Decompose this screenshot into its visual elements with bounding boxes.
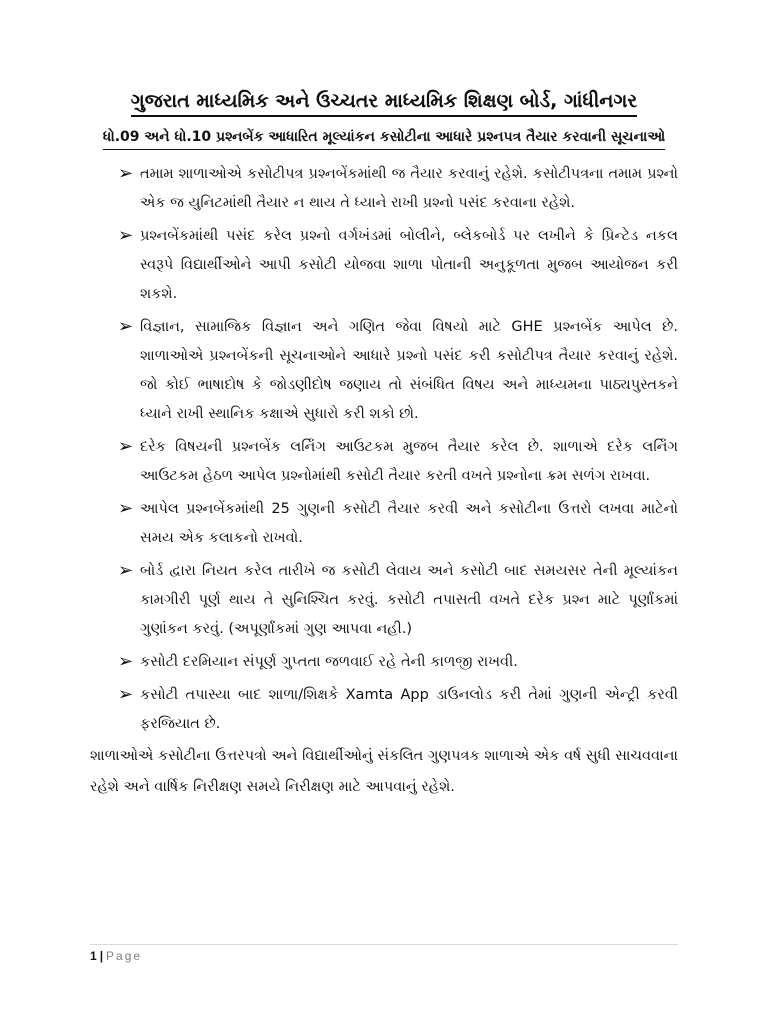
instruction-text: પ્રશ્નબેંકમાંથી પસંદ કરેલ પ્રશ્નો વર્ગખંડમાં બોલીને, બ્લેકબોર્ડ પર લખીને કે પ્રિન્ટેડ નકલ સ્વરૂપે વિદ્યાર્થીઓને આપી કસોટી યોજવા શાળા પોતાની અનુકૂળતા મુજબ આયોજન કરી શકશે. — [140, 228, 678, 302]
instruction-item — [118, 557, 678, 644]
instruction-text: કસોટી દરમિયાન સંપૂર્ણ ગુપ્તતા જળવાઈ રહે તેની કાળજી રાખવી. — [140, 654, 518, 670]
arrow-bullet-icon: ➢ — [118, 560, 134, 581]
page-footer — [90, 948, 142, 964]
footer-divider — [90, 944, 678, 945]
document-title-text: ગુજરાત માધ્યમિક અને ઉચ્ચતર માધ્યમિક શિક્ષણ બોર્ડ, ગાંધીનગર — [131, 88, 637, 117]
instruction-item — [118, 495, 678, 553]
instruction-item — [118, 160, 678, 218]
instruction-text: વિજ્ઞાન, સામાજિક વિજ્ઞાન અને ગણિત જેવા વિષયો માટે GHE પ્રશ્નબેંક આપેલ છે. શાળાઓએ પ્રશ્નબેંકની સૂચનાઓને આધારે પ્રશ્નો પસંદ કરી કસોટીપત્ર તૈયાર કરવાનું રહેશે. જો કોઈ ભાષાદોષ કે જોડણીદોષ જણાય તો સંબંધિત વિષય અને માધ્યમના પાઠ્યપુસ્તકને ધ્યાને રાખી સ્થાનિક કક્ષાએ સુધારો કરી શકો છો. — [140, 319, 678, 422]
arrow-bullet-icon: ➢ — [118, 316, 134, 337]
arrow-bullet-icon: ➢ — [118, 225, 134, 246]
document-subtitle — [0, 126, 768, 150]
instruction-item — [118, 313, 678, 429]
footer-separator: | — [99, 949, 104, 963]
instruction-list — [118, 160, 678, 743]
instruction-text: બોર્ડ દ્વારા નિયત કરેલ તારીખે જ કસોટી લેવાય અને કસોટી બાદ સમયસર તેની મૂલ્યાંકન કામગીરી પૂર્ણ થાય તે સુનિશ્ચિત કરવું. કસોટી તપાસતી વખતે દરેક પ્રશ્ન માટે પૂર્ણાંકમાં ગુણાંકન કરવું. (અપૂર્ણાંકમાં ગુણ આપવા નહી.) — [140, 563, 678, 637]
page-label: Page — [106, 949, 143, 963]
closing-paragraph: શાળાઓએ કસોટીના ઉત્તરપત્રો અને વિદ્યાર્થીઓનું સંકલિત ગુણપત્રક શાળાએ એક વર્ષ સુધી સાચવવાના રહેશે અને વાર્ષિક નિરીક્ષણ સમયે નિરીક્ષણ માટે આપવાનું રહેશે. — [90, 747, 678, 795]
arrow-bullet-icon: ➢ — [118, 498, 134, 519]
arrow-bullet-icon: ➢ — [118, 684, 134, 705]
arrow-bullet-icon: ➢ — [118, 436, 134, 457]
instruction-text: દરેક વિષયની પ્રશ્નબેંક લર્નિંગ આઉટકમ મુજબ તૈયાર કરેલ છે. શાળાએ દરેક લર્નિંગ આઉટકમ હેઠળ આપેલ પ્રશ્નોમાંથી કસોટી તૈયાર કરતી વખતે પ્રશ્નોના ક્રમ સળંગ રાખવા. — [140, 439, 678, 484]
instruction-item — [118, 222, 678, 309]
instruction-item — [118, 433, 678, 491]
instruction-text: કસોટી તપાસ્યા બાદ શાળા/શિક્ષકે Xamta App ડાઉનલોડ કરી તેમાં ગુણની એન્ટ્રી કરવી ફરજિયાત છે. — [140, 687, 678, 732]
page-number: 1 — [90, 949, 97, 963]
document-title — [0, 88, 768, 117]
instruction-text: આપેલ પ્રશ્નબેંકમાંથી 25 ગુણની કસોટી તૈયાર કરવી અને કસોટીના ઉત્તરો લખવા માટેનો સમય એક કલાકનો રાખવો. — [140, 501, 678, 546]
arrow-bullet-icon: ➢ — [118, 651, 134, 672]
instruction-text: તમામ શાળાઓએ કસોટીપત્ર પ્રશ્નબેંકમાંથી જ તૈયાર કરવાનું રહેશે. કસોટીપત્રના તમામ પ્રશ્નો એક જ યુનિટમાંથી તૈયાર ન થાય તે ધ્યાને રાખી પ્રશ્નો પસંદ કરવાના રહેશે. — [140, 166, 678, 211]
document-subtitle-text: ધો.09 અને ધો.10 પ્રશ્નબેંક આધારિત મૂલ્યાંકન કસોટીના આધારે પ્રશ્નપત્ર તૈયાર કરવાની સૂચનાઓ — [103, 126, 665, 150]
instruction-item — [118, 648, 678, 677]
arrow-bullet-icon: ➢ — [118, 163, 134, 184]
instruction-item — [118, 681, 678, 739]
